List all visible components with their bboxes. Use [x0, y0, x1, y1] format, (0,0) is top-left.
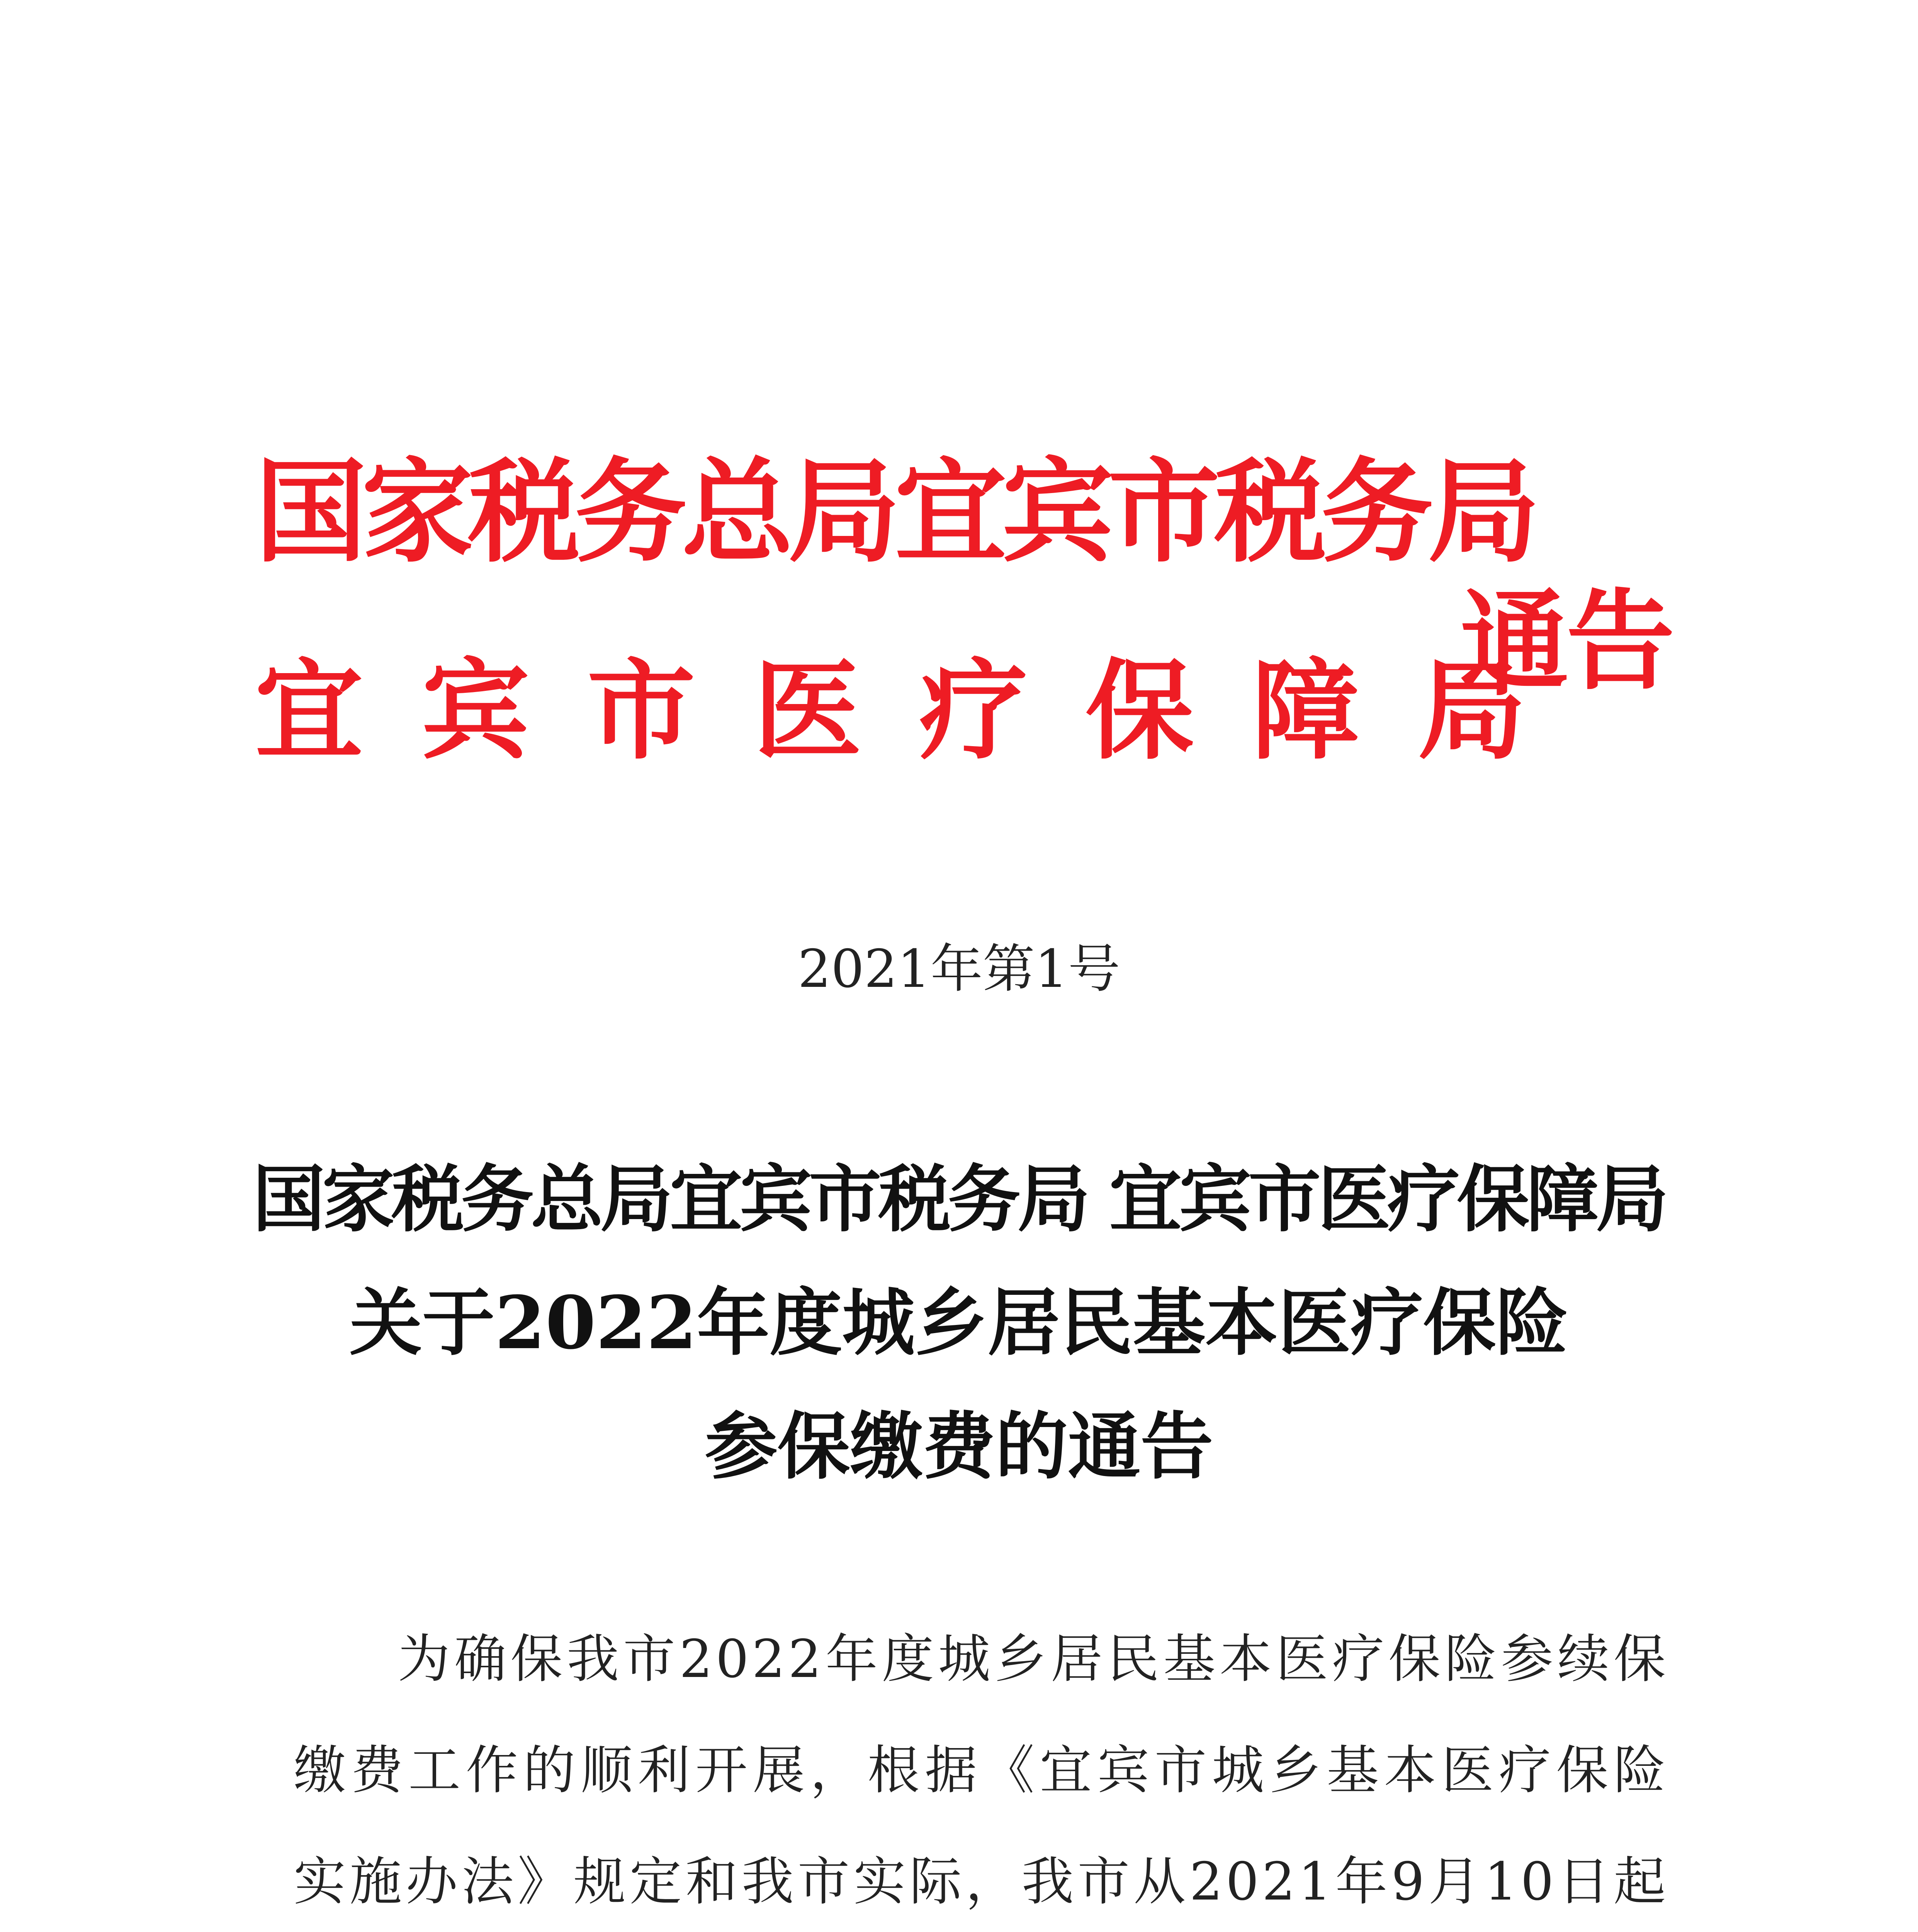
document-number: 2021年第1号: [798, 939, 1120, 999]
title-line-2: 关于2022年度城乡居民基本医疗保险: [349, 1280, 1569, 1366]
issuer-tax-bureau: 国家税务总局宜宾市税务局: [255, 446, 1534, 578]
title-line-3: 参保缴费的通告: [705, 1404, 1213, 1489]
notice-word: 通告: [1460, 578, 1673, 705]
intro-paragraph: 为确保我市2022年度城乡居民基本医疗保险参续保缴费工作的顺利开展，根据《宜宾市城乡基本医疗保险实施办法》规定和我市实际，我市从2021年9月10日起: [294, 1629, 1669, 1912]
title-line-1: 国家税务总局宜宾市税务局 宜宾市医疗保障局: [252, 1156, 1666, 1242]
issuer-medical-security-bureau: 宜宾市医疗保障局: [255, 647, 1584, 774]
